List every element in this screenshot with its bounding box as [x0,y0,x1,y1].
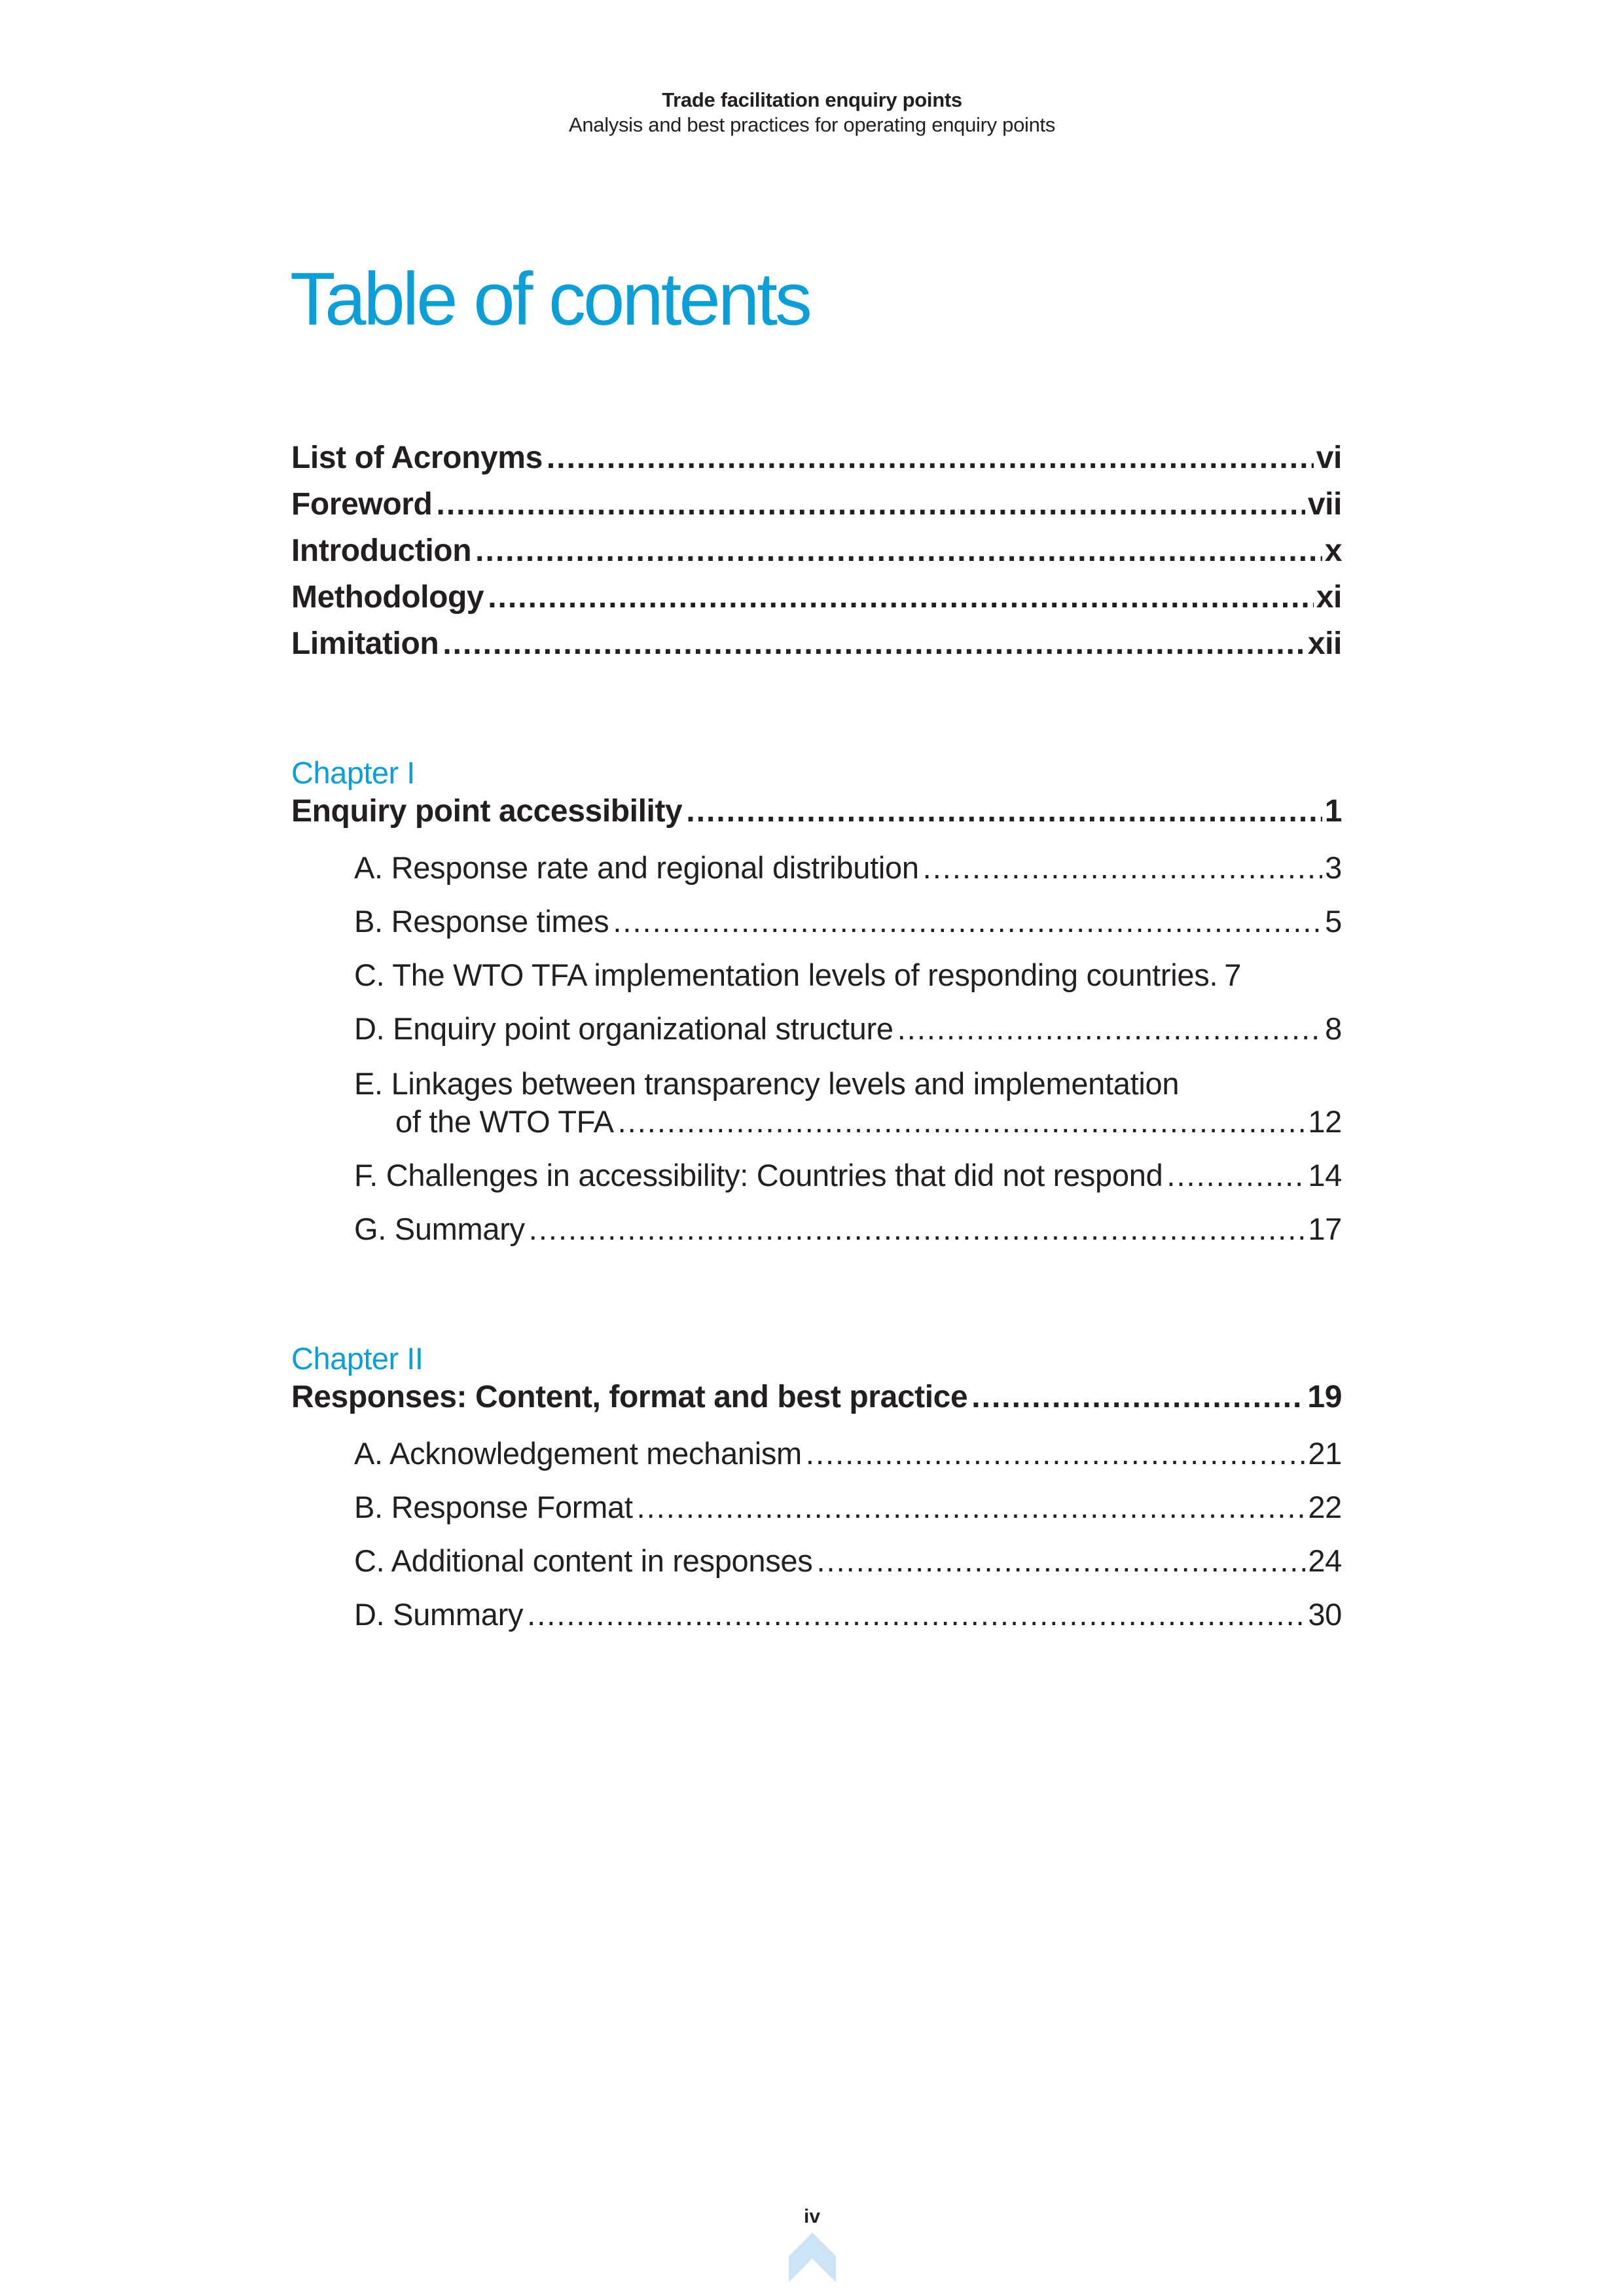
leader-dots [971,1379,1305,1415]
toc-entry-page: 14 [1308,1158,1342,1193]
leader-dots [436,486,1305,522]
toc-section-entry[interactable] [354,1064,1342,1157]
toc-section-entry[interactable] [354,1489,1342,1543]
toc-entry-page: 12 [1308,1104,1342,1139]
leader-dots [923,850,1322,886]
toc-entry-label: Limitation [291,626,439,661]
toc-section-entry[interactable] [354,957,1342,1011]
toc-entry-label-continued: of the WTO TFA [395,1104,614,1139]
toc-entry-label: List of Acronyms [291,440,543,475]
toc-entry[interactable] [291,440,1342,486]
leader-dots [806,1435,1305,1471]
toc-entry-label: Introduction [291,533,472,568]
toc-section-entry[interactable] [354,850,1342,903]
toc-entry-page: 17 [1308,1211,1342,1246]
leader-dots [686,793,1322,829]
toc-entry-page: 21 [1308,1436,1342,1471]
leader-dots [475,533,1322,569]
leader-dots [637,1489,1306,1525]
toc-entry-label: F. Challenges in accessibility: Countries that did not respond [354,1158,1163,1193]
toc-entry-page: 7 [1224,958,1242,992]
leader-dots [816,1543,1305,1579]
leader-dots [547,440,1314,476]
leader-dots [897,1011,1322,1047]
toc-entry-page: xii [1307,626,1342,661]
toc-entry-label: C. Additional content in responses [354,1543,813,1578]
page-title: Table of contents [290,258,810,341]
toc-entry-label: A. Acknowledgement mechanism [354,1436,802,1471]
toc-entry-label: D. Summary [354,1597,524,1632]
leader-dots [1166,1157,1305,1193]
toc-entry-page: 24 [1308,1543,1342,1578]
toc-entry-page: vii [1307,487,1342,522]
toc-entry-label: Responses: Content, format and best practice [291,1380,968,1414]
leader-dots [488,579,1314,615]
toc-section-entry[interactable] [354,1011,1342,1064]
toc-entry-page: 19 [1307,1380,1342,1414]
toc-front-matter [291,440,1342,672]
toc-chapter-heading[interactable] [291,1379,1342,1426]
toc-entry-page: x [1324,533,1342,568]
toc-entry[interactable] [291,533,1342,579]
page-number: iv [803,2206,821,2227]
toc-chapter-1 [291,753,1342,1265]
leader-dots [442,626,1305,662]
toc-entry-page: 3 [1325,850,1342,885]
leader-dots [613,903,1322,939]
toc-entry-label: E. Linkages between transparency levels and implementation [354,1066,1180,1101]
leader-dots [527,1596,1305,1632]
toc-entry-label: Enquiry point accessibility [291,794,683,829]
toc-entry-label: C. The WTO TFA implementation levels of responding countries. [354,958,1218,992]
running-head-subtitle: Analysis and best practices for operating enquiry points [568,113,1056,136]
toc-entry-page: 22 [1308,1490,1342,1524]
toc-section-entry[interactable] [354,1435,1342,1489]
toc-entry-page: 30 [1308,1597,1342,1632]
toc-entry-label: A. Response rate and regional distribution [354,850,919,885]
toc-section-entry[interactable] [354,1596,1342,1650]
toc-section-entry[interactable] [354,1543,1342,1596]
running-head-title: Trade facilitation enquiry points [662,88,962,111]
toc-chapter-2 [291,1338,1342,1650]
toc-entry-page: vi [1316,440,1342,475]
toc-entry-label: B. Response times [354,904,609,939]
toc-section-entry[interactable] [354,1211,1342,1265]
chapter-label: Chapter II [291,1341,424,1376]
toc-entry-label: G. Summary [354,1211,525,1246]
toc-entry-label: Foreword [291,487,433,522]
chevron-up-icon [789,2233,836,2282]
toc-sections [291,850,1342,1265]
toc-entry[interactable] [291,626,1342,672]
leader-dots [529,1211,1306,1247]
toc-section-entry[interactable] [354,903,1342,957]
toc-entry[interactable] [291,486,1342,533]
toc-sections [291,1435,1342,1650]
toc-entry-label: D. Enquiry point organizational structure [354,1011,893,1046]
toc-section-entry[interactable] [354,1157,1342,1211]
leader-dots [618,1103,1306,1139]
toc-entry-label: B. Response Format [354,1490,633,1524]
toc-entry-page: 1 [1324,794,1342,829]
running-head [0,88,1624,137]
toc-entry-page: xi [1316,580,1342,615]
chapter-label: Chapter I [291,755,415,790]
toc-entry-label: Methodology [291,580,484,615]
toc-entry[interactable] [291,579,1342,626]
toc-entry-page: 8 [1325,1011,1342,1046]
toc-chapter-heading[interactable] [291,793,1342,840]
toc-entry-page: 5 [1325,904,1342,939]
